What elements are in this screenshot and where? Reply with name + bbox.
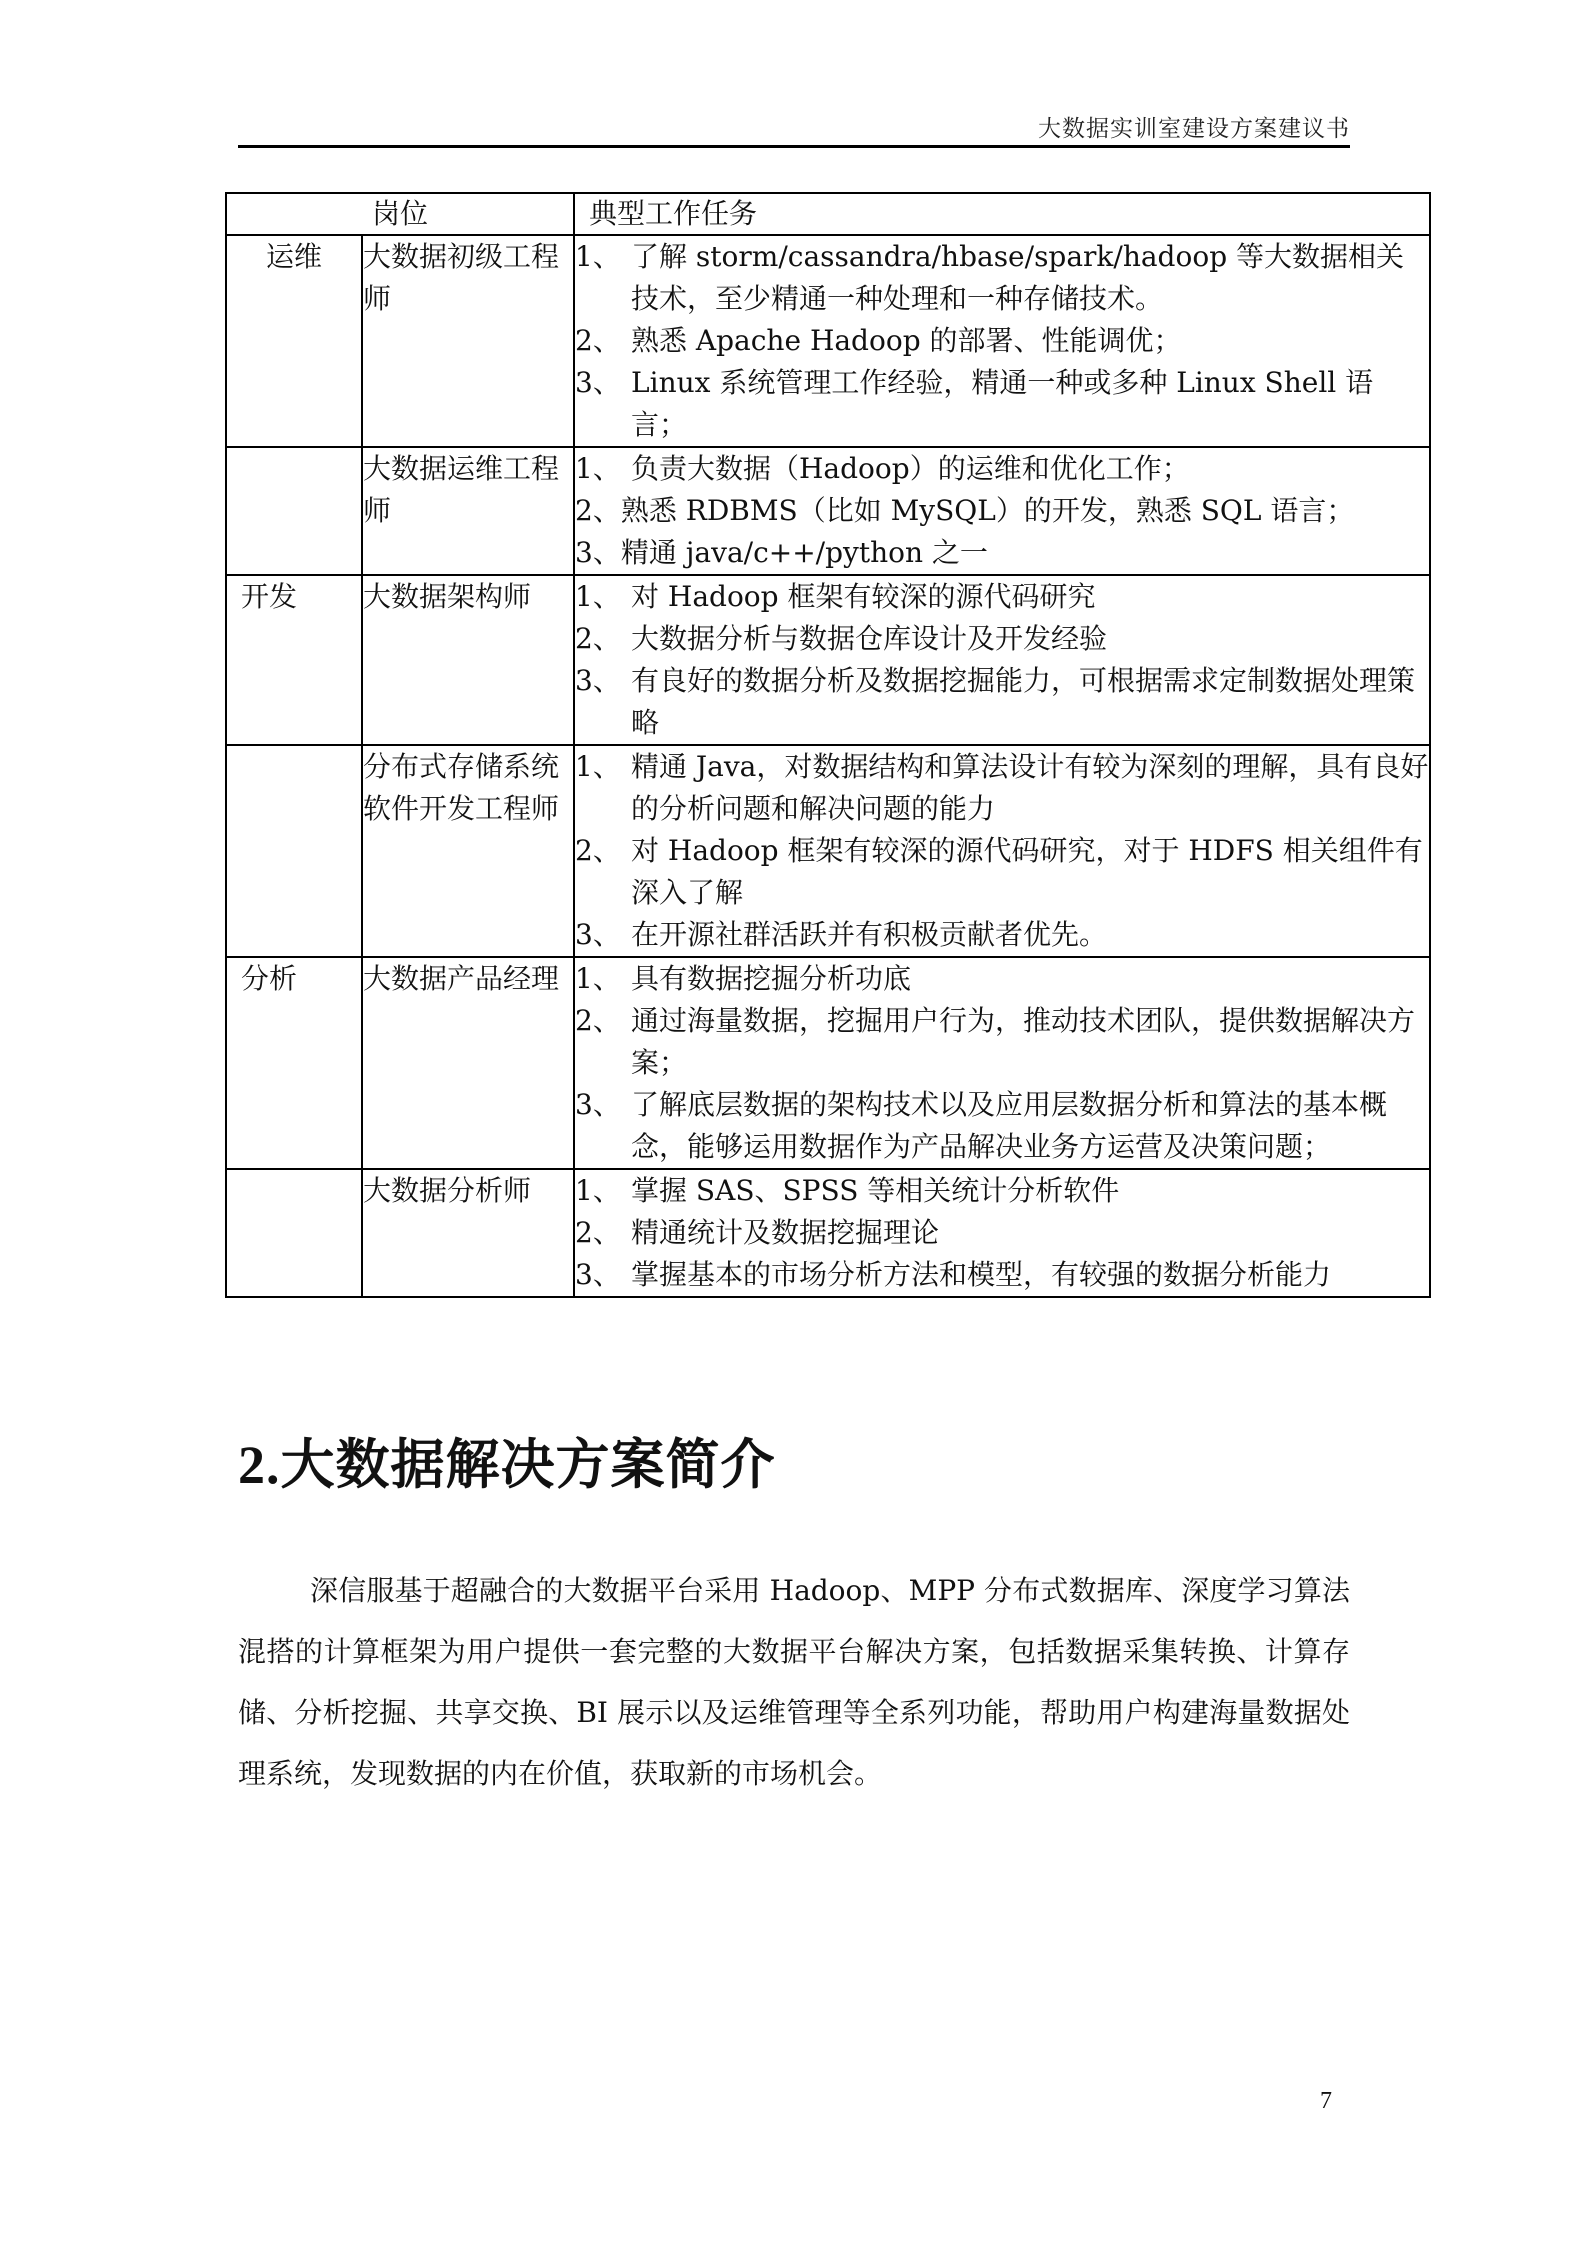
- task-item: 1、 负责大数据（Hadoop）的运维和优化工作；: [575, 452, 1190, 485]
- table-row: [226, 957, 1430, 1169]
- document-header-title: 大数据实训室建设方案建议书: [1038, 116, 1350, 142]
- task-item: 1、 具有数据挖掘分析功底: [575, 962, 912, 995]
- category-cell: [226, 447, 362, 575]
- task-item: 1、 精通 Java，对数据结构和算法设计有较为深刻的理解，具有良好的分析问题和解决问题的能力: [575, 750, 1429, 825]
- task-item: 1、 掌握 SAS、SPSS 等相关统计分析软件: [575, 1174, 1120, 1207]
- tasks-cell: [574, 1169, 1430, 1297]
- page-number: 7: [1320, 2088, 1332, 2114]
- category-cell: 运维: [226, 235, 362, 447]
- section-heading: [238, 1422, 776, 1499]
- task-item: 3、精通 java/c++/python 之一: [575, 536, 988, 569]
- category-cell: 分析: [226, 957, 362, 1169]
- task-item: 3、 掌握基本的市场分析方法和模型，有较强的数据分析能力: [575, 1258, 1332, 1291]
- header-divider: [238, 145, 1350, 148]
- task-item: 1、 对 Hadoop 框架有较深的源代码研究: [575, 580, 1096, 613]
- roles-table: [225, 192, 1431, 1298]
- category-cell: [226, 1169, 362, 1297]
- tasks-cell: [574, 447, 1430, 575]
- task-item: 2、 大数据分析与数据仓库设计及开发经验: [575, 622, 1108, 655]
- category-cell: 开发: [226, 575, 362, 745]
- task-item: 2、 熟悉 Apache Hadoop 的部署、性能调优；: [575, 324, 1182, 357]
- section-number: 2.: [238, 1435, 281, 1495]
- category-cell: [226, 745, 362, 957]
- header-position: 岗位: [226, 193, 574, 235]
- role-cell: 大数据分析师: [362, 1169, 574, 1297]
- tasks-cell: [574, 745, 1430, 957]
- task-item: 3、 在开源社群活跃并有积极贡献者优先。: [575, 918, 1108, 951]
- role-cell: 大数据产品经理: [362, 957, 574, 1169]
- table-row: [226, 745, 1430, 957]
- task-item: 3、 了解底层数据的架构技术以及应用层数据分析和算法的基本概念，能够运用数据作为产品解决业务方运营及决策问题；: [575, 1088, 1388, 1163]
- task-item: 3、 Linux 系统管理工作经验，精通一种或多种 Linux Shell 语言；: [575, 366, 1374, 441]
- task-item: 2、 对 Hadoop 框架有较深的源代码研究，对于 HDFS 相关组件有深入了解: [575, 834, 1423, 909]
- role-cell: 大数据初级工程师: [362, 235, 574, 447]
- role-cell: 大数据架构师: [362, 575, 574, 745]
- table-row: [226, 1169, 1430, 1297]
- task-item: 2、熟悉 RDBMS（比如 MySQL）的开发，熟悉 SQL 语言；: [575, 494, 1355, 527]
- task-item: 2、 通过海量数据，挖掘用户行为，推动技术团队，提供数据解决方案；: [575, 1004, 1416, 1079]
- table-row: [226, 575, 1430, 745]
- task-item: 1、 了解 storm/cassandra/hbase/spark/hadoop 等大数据相关技术，至少精通一种处理和一种存储技术。: [575, 240, 1405, 315]
- table-header-row: [226, 193, 1430, 235]
- section-paragraph: 深信服基于超融合的大数据平台采用 Hadoop、MPP 分布式数据库、深度学习算法混搭的计算框架为用户提供一套完整的大数据平台解决方案，包括数据采集转换、计算存储、分析挖掘、共享交换、BI 展示以及运维管理等全系列功能，帮助用户构建海量数据处理系统，发现数据的内在价值，获取新的市场机会。: [238, 1574, 1350, 1790]
- role-cell: 大数据运维工程师: [362, 447, 574, 575]
- role-cell: 分布式存储系统软件开发工程师: [362, 745, 574, 957]
- table-row: [226, 235, 1430, 447]
- task-item: 2、 精通统计及数据挖掘理论: [575, 1216, 940, 1249]
- tasks-cell: [574, 957, 1430, 1169]
- task-item: 3、 有良好的数据分析及数据挖掘能力，可根据需求定制数据处理策略: [575, 664, 1416, 739]
- tasks-cell: [574, 575, 1430, 745]
- tasks-cell: [574, 235, 1430, 447]
- header-tasks: 典型工作任务: [574, 193, 1430, 235]
- table-row: [226, 447, 1430, 575]
- section-title-text: 大数据解决方案简介: [280, 1433, 776, 1496]
